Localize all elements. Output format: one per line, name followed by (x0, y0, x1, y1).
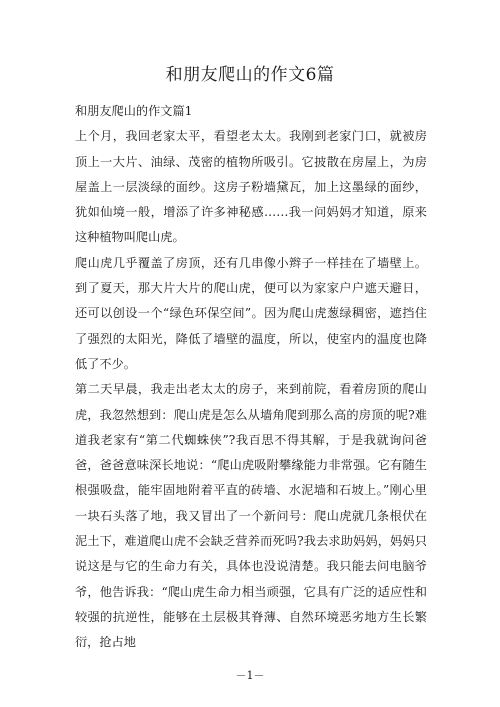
paragraph-2: 爬山虎几乎覆盖了房顶，还有几串像小辫子一样挂在了墙壁上。到了夏天，那大片大片的爬山虎，便可以为家家户户遮天避日，还可以创设一个“绿色环保空间”。因为爬山虎葱绿稠密，遮挡住了强烈的太阳光，降低了墙壁的温度，所以，使室内的温度也降低了不少。 (75, 255, 427, 371)
paragraph-1: 上个月，我回老家太平，看望老太太。我刚到老家门口，就被房顶上一大片、油绿、茂密的植物所吸引。它披散在房屋上，为房屋盖上一层淡绿的面纱。这房子粉墙黛瓦，加上这墨绿的面纱，犹如仙境一般，增添了许多神秘感……我一问妈妈才知道，原来这种植物叫爬山虎。 (75, 129, 427, 245)
article-body (75, 99, 427, 656)
paragraph-3: 第二天早晨，我走出老太太的房子，来到前院，看着房顶的爬山虎，我忽然想到：爬山虎是怎么从墙角爬到那么高的房顶的呢?难道我老家有“第二代蜘蛛侠”?我百思不得其解，于是我就询问爸爸，爸爸意味深长地说：“爬山虎吸附攀缘能力非常强。它有随生根强吸盘，能牢固地附着平直的砖墙、水泥墙和石坡上。”刚心里一块石头落了地，我又冒出了一个新问号：爬山虎就几条根伏在泥土下，难道爬山虎不会缺乏营养而死吗?我去求助妈妈，妈妈只说这是与它的生命力有关，具体也没说清楚。我只能去问电脑爷爷，他告诉我：“爬山虎生命力相当顽强，它具有广泛的适应性和较强的抗逆性，能够在土层极其脊薄、自然环境恶劣地方生长繁衍，抢占地 (75, 382, 427, 650)
section-heading: 和朋友爬山的作文篇1 (75, 104, 193, 118)
page-title: 和朋友爬山的作文6篇 (165, 65, 335, 85)
page-number: －1－ (235, 669, 265, 682)
